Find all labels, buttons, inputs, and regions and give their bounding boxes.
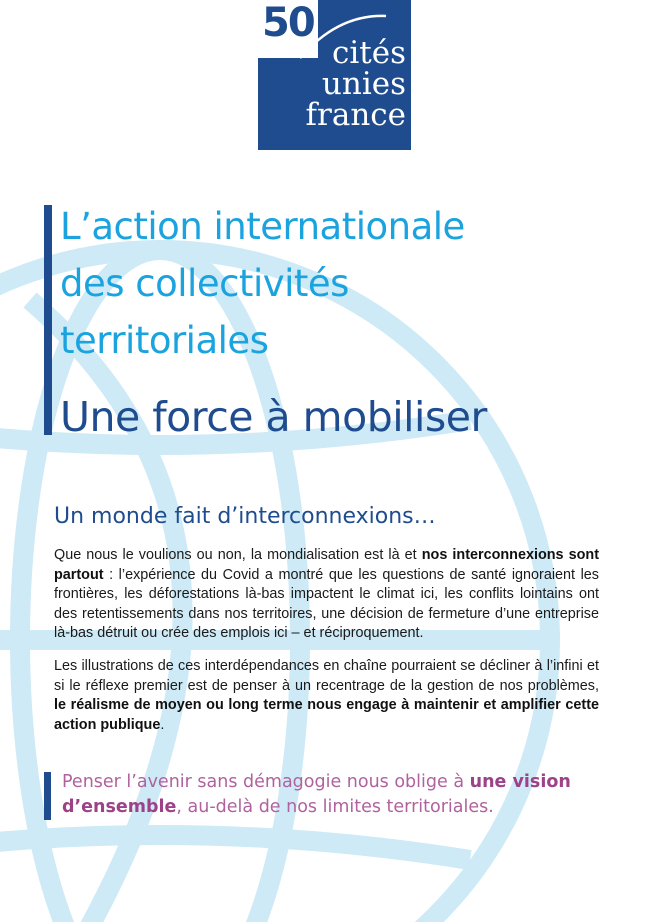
page-subtitle: Une force à mobiliser [60,393,487,441]
title-line-3: territoriales [60,319,269,362]
quote-text-b: , au-delà de nos limites territoriales. [176,797,494,817]
paragraph-2 [54,657,599,735]
logo-line-1: cités [332,35,406,71]
pull-quote [62,770,622,820]
logo-wordmark [280,35,406,133]
title-line-1: L’action internationale [60,205,465,248]
paragraph-1-bold: nos interconnexions sont partout [54,547,599,583]
title-accent-bar [44,205,52,435]
paragraph-2-text-a: Les illustrations de ces interdépendances en chaîne pourraient se décliner à l’infini et si le réflexe premier est de penser à un recentrage de la gestion de nos problèmes, [54,658,599,694]
quote-text-a: Penser l’avenir sans démagogie nous oblige à [62,772,470,792]
logo-line-2: unies [321,66,406,102]
paragraph-1-text-a: Que nous le voulions ou non, la mondialisation est là et [54,547,422,563]
section-heading: Un monde fait d’interconnexions… [54,504,436,529]
logo-number: 50 [262,0,314,46]
paragraph-2-text-b: . [160,716,165,733]
title-line-2: des collectivités [60,262,349,305]
quote-accent-bar [44,772,51,820]
paragraph-2-bold: le réalisme de moyen ou long terme nous engage à maintenir et amplifier cette action publique [54,697,599,733]
page-title [60,198,620,369]
logo-line-3: france [305,97,406,133]
quote-bold: une vision d’ensemble [62,772,571,817]
paragraph-1 [54,546,599,644]
logo [258,0,411,150]
paragraph-1-text-b: : l’expérience du Covid a montré que les questions de santé ignoraient les frontières, les déforestations là-bas impactent le climat ici, les conflits lointains ont des retentissements dans nos territoires, une décision de fermeture d’une entreprise là-bas détruit ou crée des emplois ici – et réciproquement. [54,566,599,642]
